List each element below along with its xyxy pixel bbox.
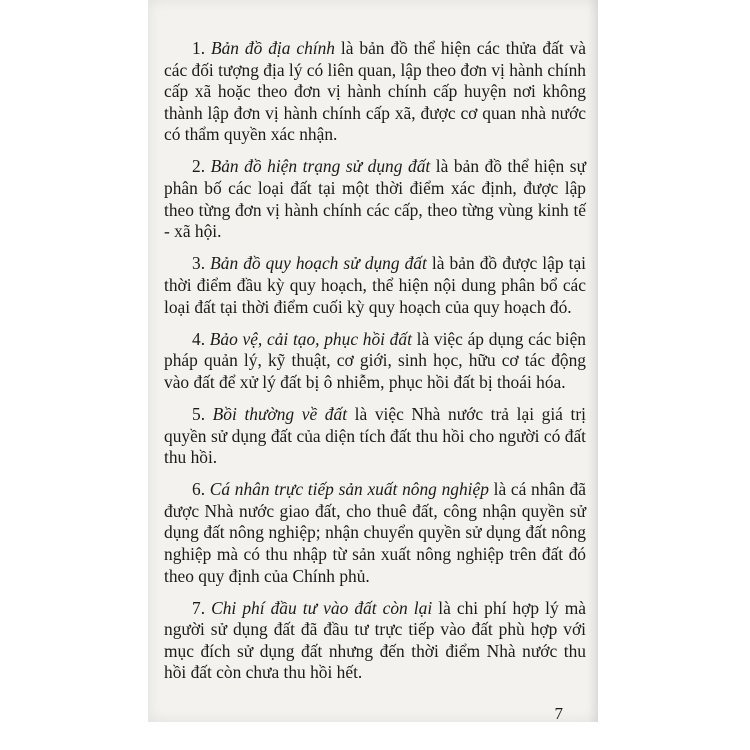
- definition-paragraph-3: [164, 253, 586, 318]
- definition-text: là cá nhân đã được Nhà nước giao đất, cho thuê đất, công nhận quyền sử dụng đất nông nghiệp; nhận chuyển quyền sử dụng đất nông nghiệp mà có thu nhập từ sản xuất nông nghiệp trên đất đó theo quy định của Chính phủ.: [164, 479, 586, 586]
- defined-term: Bản đồ quy hoạch sử dụng đất: [210, 253, 427, 274]
- definition-text: là bản đồ thể hiện các thửa đất và các đối tượng địa lý có liên quan, lập theo đơn vị hành chính cấp xã hoặc theo đơn vị hành chính cấp huyện nơi không thành lập đơn vị hành chính cấp xã, được cơ quan nhà nước có thẩm quyền xác nhận.: [164, 38, 586, 145]
- definition-paragraph-4: [164, 329, 586, 394]
- defined-term: Bảo vệ, cải tạo, phục hồi đất: [209, 328, 412, 349]
- defined-term: Bản đồ hiện trạng sử dụng đất: [210, 156, 431, 177]
- item-number: 3.: [192, 253, 206, 274]
- definition-paragraph-1: [164, 38, 586, 146]
- item-number: 6.: [192, 479, 206, 500]
- book-page: [148, 0, 598, 722]
- definition-text: là chi phí hợp lý mà người sử dụng đất đã đầu tư trực tiếp vào đất phù hợp với mục đích sử dụng đất nhưng đến thời điểm Nhà nước thu hồi đất còn chưa thu hồi hết.: [164, 597, 586, 683]
- page-body: [164, 38, 586, 695]
- defined-term: Bồi thường về đất: [212, 403, 348, 424]
- defined-term: Chi phí đầu tư vào đất còn lại: [211, 597, 433, 618]
- definition-text: là việc áp dụng các biện pháp quản lý, kỹ thuật, cơ giới, sinh học, hữu cơ tác động vào đất để xử lý đất bị ô nhiễm, phục hồi đất bị thoái hóa.: [164, 328, 586, 392]
- item-number: 5.: [192, 403, 206, 424]
- item-number: 4.: [192, 328, 206, 349]
- definition-paragraph-7: [164, 598, 586, 684]
- definition-paragraph-6: [164, 479, 586, 587]
- item-number: 2.: [192, 156, 206, 177]
- defined-term: Bản đồ địa chính: [210, 38, 335, 58]
- definition-text: là bản đồ được lập tại thời điểm đầu kỳ quy hoạch, thể hiện nội dung phân bổ các loại đất tại thời điểm cuối kỳ quy hoạch của quy hoạch đó.: [164, 253, 586, 317]
- item-number: 7.: [192, 597, 206, 618]
- page-number: 7: [554, 704, 563, 723]
- definition-text: là bản đồ thể hiện sự phân bố các loại đất tại một thời điểm xác định, được lập theo từng đơn vị hành chính các cấp, theo từng vùng kinh tế - xã hội.: [164, 156, 586, 242]
- page-edge-shadow: [588, 0, 598, 722]
- item-number: 1.: [192, 38, 206, 58]
- definition-paragraph-5: [164, 404, 586, 469]
- definition-text: là việc Nhà nước trả lại giá trị quyền sử dụng đất của diện tích đất thu hồi cho người có đất thu hồi.: [164, 403, 586, 468]
- definition-paragraph-2: [164, 156, 586, 242]
- defined-term: Cá nhân trực tiếp sản xuất nông nghiệp: [209, 479, 489, 500]
